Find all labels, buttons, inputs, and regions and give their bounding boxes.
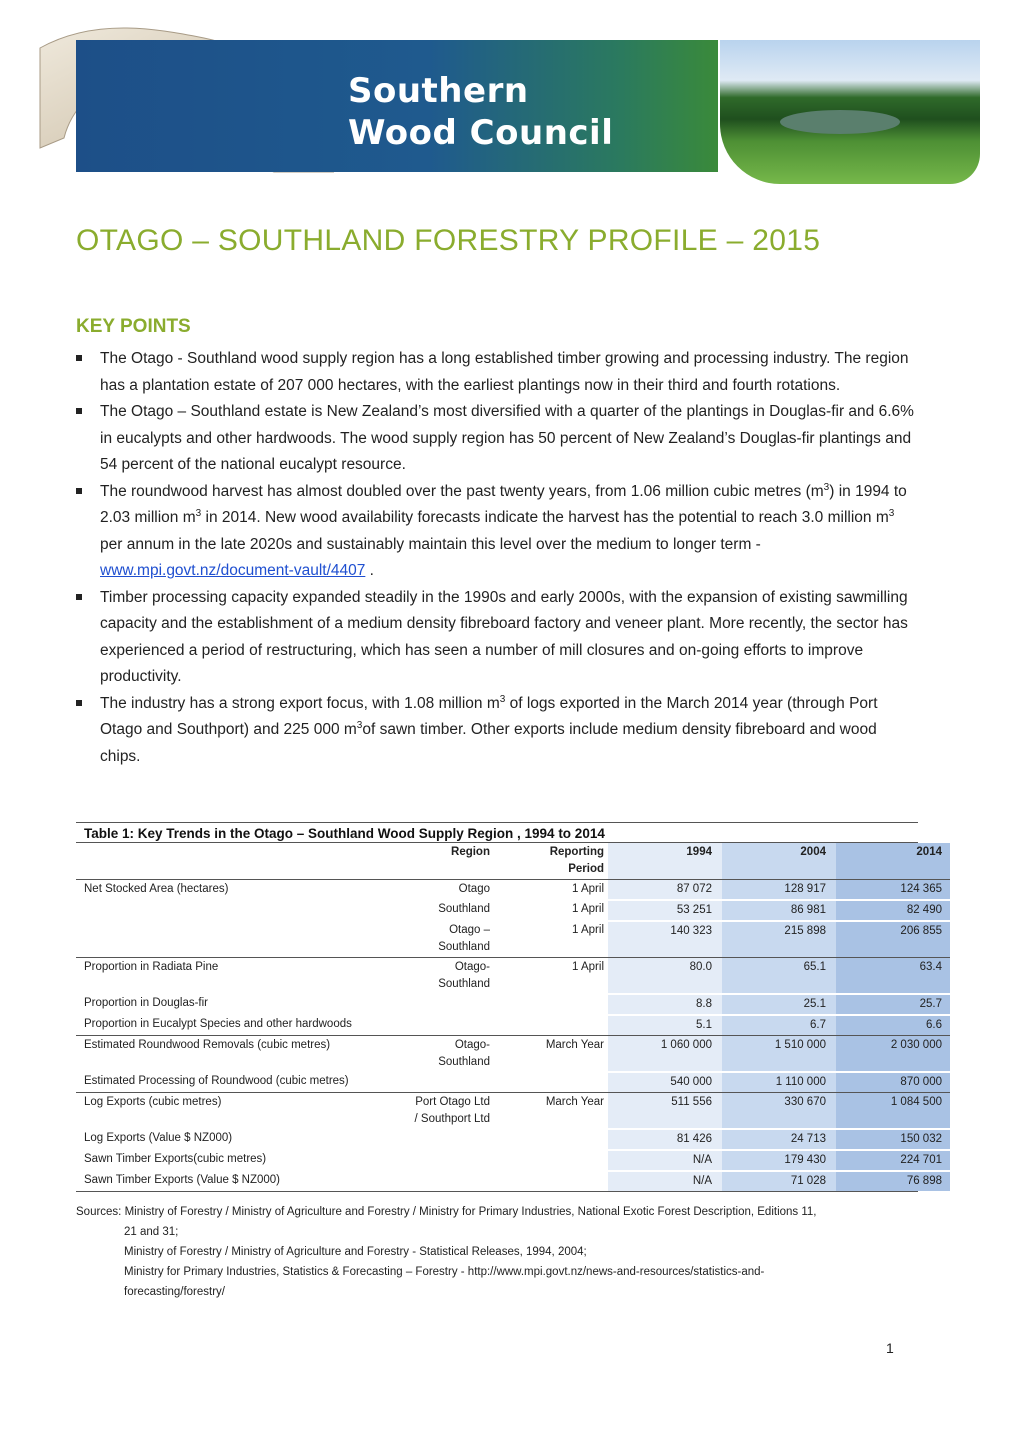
sources-line: Sources: Ministry of Forestry / Ministry of Agriculture and Forestry / Ministry for Primary Industries, National Exotic Forest Description, Editions 11, [76, 1206, 817, 1218]
superscript: 3 [888, 507, 895, 519]
cell-2004: 330 670 [722, 1093, 836, 1130]
cell-1994: 1 060 000 [608, 1036, 722, 1073]
lake-shape [780, 110, 900, 134]
row-label: Sawn Timber Exports(cubic metres) [84, 1153, 267, 1165]
page-title: OTAGO – SOUTHLAND FORESTRY PROFILE – 2015 [76, 224, 821, 257]
section-title-key-points: KEY POINTS [76, 316, 191, 337]
bullet-text-part: of logs exported in the March 2014 year (through Port Otago and Southport) and 225 000 m [100, 694, 878, 738]
sources-line: 21 and 31; [124, 1226, 179, 1238]
table-row [76, 1171, 950, 1191]
table-row [76, 921, 950, 958]
header-year-2014: 2014 [836, 843, 950, 880]
bullet-text-part: ) in 1994 to 2.03 million m [100, 482, 907, 526]
table-header-row [76, 843, 950, 880]
cell-2014: 1 084 500 [836, 1093, 950, 1130]
row-period: March Year [494, 1093, 608, 1130]
mpi-document-link[interactable]: www.mpi.govt.nz/document-vault/4407 [100, 562, 366, 579]
header-year-1994: 1994 [608, 843, 722, 880]
row-region [408, 1015, 494, 1036]
cell-1994: 53 251 [608, 900, 722, 921]
cell-2014: 2 030 000 [836, 1036, 950, 1073]
row-region: Otago [408, 880, 494, 901]
row-label: Sawn Timber Exports (Value $ NZ000) [84, 1174, 281, 1186]
row-region [408, 1072, 494, 1093]
bullet-text-part: in 2014. New wood availability forecasts indicate the harvest has the potential to reach 3.0 million m [201, 509, 889, 526]
cell-2014: 124 365 [836, 880, 950, 901]
row-region [408, 994, 494, 1015]
landscape-photo [720, 40, 980, 184]
row-period: March Year [494, 1036, 608, 1073]
cell-2014: 76 898 [836, 1171, 950, 1191]
row-label: Proportion in Radiata Pine [76, 958, 408, 995]
row-region: Otago-Southland [408, 958, 494, 995]
row-region [408, 1171, 494, 1191]
header-year-2004: 2004 [722, 843, 836, 880]
bullet-text-part: of sawn timber. Other exports include medium density fibreboard and wood chips. [100, 721, 877, 765]
row-label: Proportion in Eucalypt Species and other hardwoods [84, 1018, 352, 1030]
table-row [76, 958, 950, 995]
cell-1994: 5.1 [608, 1015, 722, 1036]
bullet-text-part: . [365, 562, 374, 579]
table-row [76, 880, 950, 901]
header-reporting-period [494, 843, 608, 880]
table-row [76, 1036, 950, 1073]
key-trends-table [76, 843, 950, 1191]
cell-2014: 224 701 [836, 1150, 950, 1171]
header-banner [34, 8, 980, 186]
cell-2014: 63.4 [836, 958, 950, 995]
bullet-text: The Otago – Southland estate is New Zealand’s most diversified with a quarter of the plantings in Douglas-fir and 6.6% in eucalypts and other hardwoods. The wood supply region has 50 percent of New Zealand’s Douglas-fir plantings and 54 percent of the national eucalypt resource. [100, 403, 914, 473]
row-label [76, 900, 408, 921]
table-row [76, 994, 950, 1015]
header-label [76, 843, 408, 880]
cell-1994: 80.0 [608, 958, 722, 995]
list-item [76, 346, 916, 399]
bullet-text-part: The industry has a strong export focus, with 1.08 million m [100, 694, 500, 712]
cell-2014: 82 490 [836, 900, 950, 921]
cell-2014: 150 032 [836, 1129, 950, 1150]
cell-2004: 1 510 000 [722, 1036, 836, 1073]
table-row [76, 1129, 950, 1150]
cell-2014: 6.6 [836, 1015, 950, 1036]
table-row [76, 1015, 950, 1036]
cell-2004: 1 110 000 [722, 1072, 836, 1093]
cell-2004: 71 028 [722, 1171, 836, 1191]
cell-2004: 25.1 [722, 994, 836, 1015]
row-label: Proportion in Douglas-fir [84, 997, 209, 1009]
bullet-text: The Otago - Southland wood supply region has a long established timber growing and processing industry. The region has a plantation estate of 207 000 hectares, with the earliest plantings now in their third and fourth rotations. [100, 350, 909, 394]
row-period [494, 994, 608, 1015]
banner-title-line2: Wood Council [348, 113, 614, 153]
key-trends-table-section [76, 822, 942, 1192]
cell-1994: 140 323 [608, 921, 722, 958]
cell-2014: 206 855 [836, 921, 950, 958]
row-label [76, 921, 408, 958]
superscript: 3 [823, 481, 830, 493]
cell-1994: N/A [608, 1150, 722, 1171]
sources-line: Ministry for Primary Industries, Statistics & Forecasting – Forestry - http://www.mpi.govt.nz/news-and-resources/statistics-and- [124, 1266, 765, 1278]
bullet-square-icon [76, 488, 82, 494]
row-period: 1 April [572, 924, 604, 936]
table-bottom-rule [76, 1191, 918, 1192]
banner-title-line1: Southern [348, 71, 529, 111]
row-region: Otago-Southland [408, 1036, 494, 1073]
table-row [76, 1150, 950, 1171]
row-region [408, 1129, 494, 1150]
row-label: Log Exports (Value $ NZ000) [84, 1132, 233, 1144]
sources-line: Ministry of Forestry / Ministry of Agriculture and Forestry - Statistical Releases, 1994, 2004; [124, 1246, 587, 1258]
header-region: Region [451, 846, 490, 858]
cell-2004: 86 981 [722, 900, 836, 921]
bullet-square-icon [76, 594, 82, 600]
table-row [76, 900, 950, 921]
cell-2004: 65.1 [722, 958, 836, 995]
list-item [76, 399, 916, 479]
header-period-line2: Period [568, 863, 604, 875]
table-sources [76, 1202, 918, 1302]
cell-1994: 81 426 [608, 1129, 722, 1150]
table-caption: Table 1: Key Trends in the Otago – Southland Wood Supply Region , 1994 to 2014 [76, 822, 918, 843]
cell-2014: 25.7 [836, 994, 950, 1015]
row-region: Port Otago Ltd / Southport Ltd [408, 1093, 494, 1130]
bullet-square-icon [76, 700, 82, 706]
sources-line: forecasting/forestry/ [124, 1286, 225, 1298]
row-period [494, 1150, 608, 1171]
cell-1994: 540 000 [608, 1072, 722, 1093]
superscript: 3 [356, 719, 363, 731]
row-region: Otago – Southland [438, 924, 490, 953]
banner-title [348, 70, 613, 154]
row-period [494, 1072, 608, 1093]
table-row [76, 1093, 950, 1130]
cell-2004: 6.7 [722, 1015, 836, 1036]
superscript: 3 [499, 693, 506, 705]
list-item [76, 691, 916, 771]
key-points-list [76, 346, 916, 770]
row-period [494, 1129, 608, 1150]
row-label: Estimated Roundwood Removals (cubic metres) [76, 1036, 408, 1073]
cell-1994: 511 556 [608, 1093, 722, 1130]
row-label: Estimated Processing of Roundwood (cubic metres) [84, 1075, 349, 1087]
cell-1994: 87 072 [608, 880, 722, 901]
row-period: 1 April [572, 903, 604, 915]
row-region [408, 1150, 494, 1171]
cell-1994: N/A [608, 1171, 722, 1191]
cell-2004: 24 713 [722, 1129, 836, 1150]
bullet-square-icon [76, 408, 82, 414]
cell-2004: 128 917 [722, 880, 836, 901]
header-period-line1: Reporting [549, 846, 604, 858]
row-region: Southland [438, 903, 490, 915]
bullet-text: Timber processing capacity expanded steadily in the 1990s and early 2000s, with the expansion of existing sawmilling capacity and the establishment of a medium density fibreboard factory and veneer plant. More recently, the sector has experienced a period of restructuring, which has seen a number of mill closures and on-going efforts to improve productivity. [100, 588, 908, 685]
row-period: 1 April [494, 880, 608, 901]
row-period: 1 April [494, 958, 608, 995]
list-item [76, 585, 916, 691]
row-label: Log Exports (cubic metres) [76, 1093, 408, 1130]
cell-2004: 215 898 [722, 921, 836, 958]
cell-1994: 8.8 [608, 994, 722, 1015]
bullet-text-part: The roundwood harvest has almost doubled over the past twenty years, from 1.06 million cubic metres (m [100, 482, 824, 500]
table-row [76, 1072, 950, 1093]
row-period [494, 1015, 608, 1036]
cell-2014: 870 000 [836, 1072, 950, 1093]
bullet-square-icon [76, 355, 82, 361]
list-item [76, 479, 916, 585]
bullet-text-part: per annum in the late 2020s and sustainably maintain this level over the medium to longer term - [100, 535, 761, 553]
cell-2004: 179 430 [722, 1150, 836, 1171]
row-period [494, 1171, 608, 1191]
page-number: 1 [886, 1340, 894, 1356]
row-label: Net Stocked Area (hectares) [76, 880, 408, 901]
superscript: 3 [195, 507, 202, 519]
